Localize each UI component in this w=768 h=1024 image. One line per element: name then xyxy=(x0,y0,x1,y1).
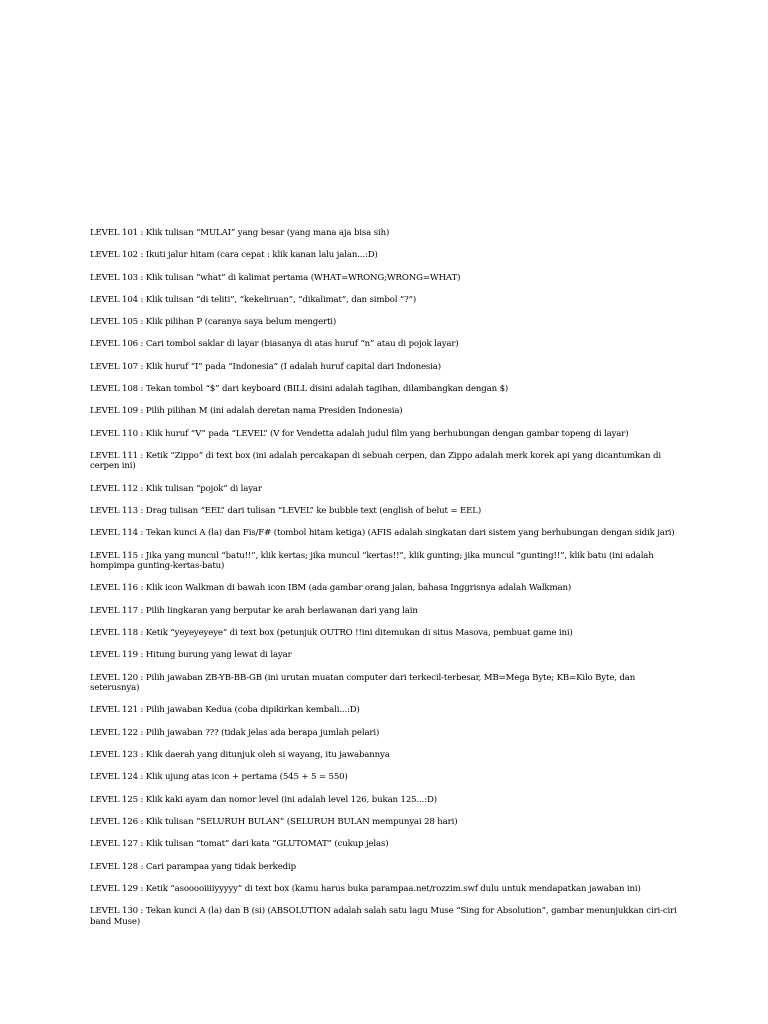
level-number: LEVEL 113 xyxy=(90,506,138,517)
level-instruction: Klik tulisan “tomat” dari kata “GLUTOMAT” (cukup jelas) xyxy=(145,839,389,850)
level-number: LEVEL 120 xyxy=(90,672,138,683)
level-number: LEVEL 106 xyxy=(90,339,138,350)
level-number: LEVEL 117 xyxy=(90,605,138,616)
level-instruction: Tekan kunci A (la) dan B (si) (ABSOLUTION adalah salah satu lagu Muse “Sing for Absolution”, gambar menunjukkan ciri-ciri band Muse) xyxy=(90,906,677,927)
level-separator: : xyxy=(137,550,146,561)
level-separator: : xyxy=(137,406,146,417)
level-instruction: Cari parampaa yang tidak berkedip xyxy=(145,861,296,872)
level-entry xyxy=(90,606,680,617)
level-number: LEVEL 104 xyxy=(90,294,138,305)
level-separator: : xyxy=(137,384,146,395)
level-number: LEVEL 127 xyxy=(90,839,138,850)
level-entry xyxy=(90,295,680,306)
level-entry xyxy=(90,862,680,873)
level-separator: : xyxy=(137,528,146,539)
level-entry xyxy=(90,362,680,373)
level-separator: : xyxy=(137,228,146,238)
level-number: LEVEL 125 xyxy=(90,794,138,805)
level-number: LEVEL 124 xyxy=(90,772,138,783)
level-number: LEVEL 107 xyxy=(90,361,138,372)
level-separator: : xyxy=(137,650,146,661)
level-entry xyxy=(90,650,680,661)
level-number: LEVEL 108 xyxy=(90,384,138,395)
level-separator: : xyxy=(137,772,146,783)
level-entry xyxy=(90,673,680,694)
level-instruction: Klik kaki ayam dan nomor level (ini adalah level 126, bukan 125...:D) xyxy=(145,794,437,805)
level-list xyxy=(90,228,680,939)
level-instruction: Pilih jawaban Kedua (coba dipikirkan kembali...:D) xyxy=(145,705,360,716)
level-instruction: Hitung burung yang lewat di layar xyxy=(145,650,292,661)
level-instruction: Klik tulisan “di teliti”, “kekeliruan”, “dikalimat”, dan simbol “?”) xyxy=(145,294,417,305)
level-number: LEVEL 115 xyxy=(90,550,138,561)
level-entry xyxy=(90,884,680,895)
level-number: LEVEL 102 xyxy=(90,250,138,261)
level-instruction: Tekan tombol “$” dari keyboard (BILL disini adalah tagihan, dilambangkan dengan $) xyxy=(145,384,509,395)
level-separator: : xyxy=(137,583,146,594)
level-separator: : xyxy=(137,628,146,639)
level-number: LEVEL 109 xyxy=(90,406,138,417)
level-instruction: Pilih jawaban ZB-YB-BB-GB (ini urutan muatan computer dari terkecil-terbesar, MB=Mega Byte; KB=Kilo Byte, dan seterusnya) xyxy=(90,672,636,694)
level-instruction: Pilih lingkaran yang berputar ke arah berlawanan dari yang lain xyxy=(145,605,418,616)
level-entry xyxy=(90,906,680,927)
level-separator: : xyxy=(137,339,146,350)
level-entry xyxy=(90,750,680,761)
level-number: LEVEL 116 xyxy=(90,583,138,594)
level-instruction: Klik tulisan “MULAI” yang besar (yang mana aja bisa sih) xyxy=(145,228,390,238)
level-entry xyxy=(90,273,680,284)
level-entry xyxy=(90,484,680,495)
level-separator: : xyxy=(137,750,146,761)
level-number: LEVEL 129 xyxy=(90,883,138,894)
level-separator: : xyxy=(137,727,146,738)
level-entry xyxy=(90,772,680,783)
level-separator: : xyxy=(137,883,146,894)
level-instruction: Ketik “Zippo” di text box (ini adalah percakapan di sebuah cerpen, dan Zippo adalah merk korek api yang dicantumkan di cerpen ini) xyxy=(90,450,661,472)
level-separator: : xyxy=(137,672,146,683)
level-separator: : xyxy=(137,816,146,827)
level-separator: : xyxy=(137,506,146,517)
level-number: LEVEL 111 xyxy=(90,450,138,461)
level-entry xyxy=(90,451,680,472)
level-separator: : xyxy=(137,428,146,439)
level-instruction: Klik icon Walkman di bawah icon IBM (ada gambar orang jalan, bahasa Inggrisnya adalah Walkman) xyxy=(145,583,572,594)
level-separator: : xyxy=(137,483,146,494)
level-separator: : xyxy=(137,361,146,372)
level-entry xyxy=(90,795,680,806)
level-instruction: Klik pilihan P (caranya saya belum mengerti) xyxy=(145,317,337,328)
level-entry xyxy=(90,506,680,517)
level-number: LEVEL 121 xyxy=(90,705,138,716)
level-separator: : xyxy=(137,250,146,261)
level-number: LEVEL 105 xyxy=(90,317,138,328)
level-entry xyxy=(90,583,680,594)
level-instruction: Pilih jawaban ??? (tidak jelas ada berapa jumlah pelari) xyxy=(145,727,380,738)
level-number: LEVEL 103 xyxy=(90,272,138,283)
level-entry xyxy=(90,705,680,716)
level-instruction: Ikuti jalur hitam (cara cepat : klik kanan lalu jalan...:D) xyxy=(145,250,378,261)
level-entry xyxy=(90,339,680,350)
level-number: LEVEL 122 xyxy=(90,727,138,738)
level-separator: : xyxy=(137,605,146,616)
level-separator: : xyxy=(137,839,146,850)
level-number: LEVEL 118 xyxy=(90,628,138,639)
level-number: LEVEL 130 xyxy=(90,906,138,917)
level-entry xyxy=(90,317,680,328)
level-instruction: Klik daerah yang ditunjuk oleh si wayang, itu jawabannya xyxy=(145,750,390,761)
level-entry xyxy=(90,728,680,739)
level-instruction: Klik huruf “I” pada “Indonesia” (I adalah huruf capital dari Indonesia) xyxy=(145,361,441,372)
level-number: LEVEL 128 xyxy=(90,861,138,872)
level-entry xyxy=(90,817,680,828)
level-instruction: Klik tulisan “pojok” di layar xyxy=(145,483,262,494)
level-instruction: Klik tulisan “SELURUH BULAN” (SELURUH BULAN mempunyai 28 hari) xyxy=(145,816,458,827)
level-number: LEVEL 110 xyxy=(90,428,138,439)
level-separator: : xyxy=(137,705,146,716)
level-instruction: Klik tulisan “what” di kalimat pertama (WHAT=WRONG;WRONG=WHAT) xyxy=(145,272,461,283)
level-number: LEVEL 114 xyxy=(90,528,138,539)
level-instruction: Ketik “yeyeyeyeye” di text box (petunjuk OUTRO !!ini ditemukan di situs Masova, pembuat game ini) xyxy=(145,628,573,639)
level-entry xyxy=(90,384,680,395)
level-instruction: Klik ujung atas icon + pertama (545 + 5 = 550) xyxy=(145,772,348,783)
level-number: LEVEL 101 xyxy=(90,228,138,238)
level-separator: : xyxy=(137,861,146,872)
level-entry xyxy=(90,429,680,440)
level-instruction: Tekan kunci A (la) dan Fis/F# (tombol hitam ketiga) (AFIS adalah singkatan dari sistem yang berhubungan dengan sidik jari) xyxy=(145,528,675,539)
level-entry xyxy=(90,551,680,572)
level-instruction: Klik huruf “V” pada “LEVEL” (V for Vendetta adalah judul film yang berhubungan dengan gambar topeng di layar) xyxy=(145,428,629,439)
level-number: LEVEL 126 xyxy=(90,816,138,827)
level-number: LEVEL 112 xyxy=(90,483,138,494)
level-separator: : xyxy=(137,294,146,305)
level-separator: : xyxy=(137,450,146,461)
level-instruction: Drag tulisan “EEL” dari tulisan “LEVEL” ke bubble text (english of belut = EEL) xyxy=(145,506,482,517)
level-separator: : xyxy=(137,906,146,917)
level-entry xyxy=(90,528,680,539)
level-separator: : xyxy=(137,317,146,328)
level-number: LEVEL 123 xyxy=(90,750,138,761)
level-separator: : xyxy=(137,272,146,283)
level-number: LEVEL 119 xyxy=(90,650,138,661)
level-instruction: Cari tombol saklar di layar (biasanya di atas huruf “n” atau di pojok layar) xyxy=(145,339,459,350)
level-entry xyxy=(90,228,680,239)
level-entry xyxy=(90,406,680,417)
level-entry xyxy=(90,628,680,639)
level-instruction: Ketik “asooooiiiiyyyyy” di text box (kamu harus buka parampaa.net/rozzim.swf dulu untuk mendapatkan jawaban ini) xyxy=(145,883,641,894)
level-separator: : xyxy=(137,794,146,805)
level-instruction: Pilih pilihan M (ini adalah deretan nama Presiden Indonesia) xyxy=(145,406,403,417)
level-entry xyxy=(90,839,680,850)
level-entry xyxy=(90,250,680,261)
level-instruction: Jika yang muncul “batu!!”, klik kertas; jika muncul “kertas!!”, klik gunting; jika muncul “gunting!!”, klik batu (ini adalah hompimpa gunting-kertas-batu) xyxy=(90,550,654,572)
